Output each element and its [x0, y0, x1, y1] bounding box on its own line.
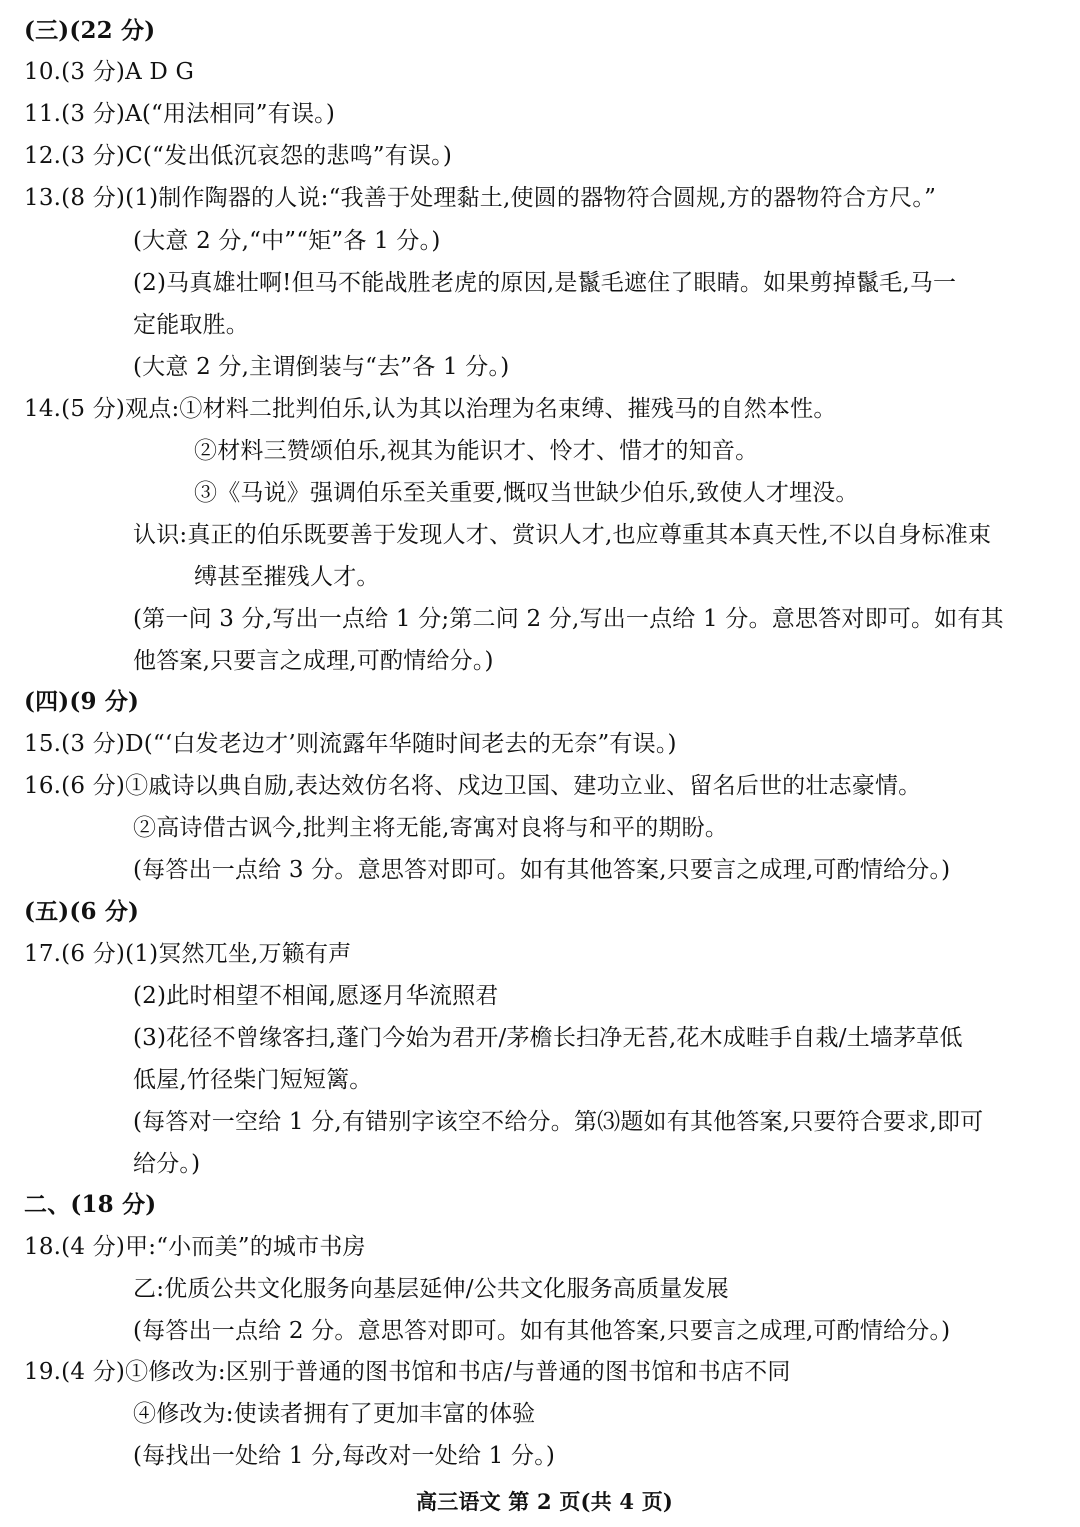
section-heading-5: (五)(6 分) — [24, 898, 140, 925]
answer-17-scoring-cont: 给分。) — [133, 1151, 201, 1177]
answer-17-scoring: (每答对一空给 1 分,有错别字该空不给分。第⑶题如有其他答案,只要符合要求,即可 — [133, 1109, 984, 1135]
answer-13-part-2-cont: 定能取胜。 — [133, 312, 249, 338]
answer-16-scoring: (每答出一点给 3 分。意思答对即可。如有其他答案,只要言之成理,可酌情给分。) — [133, 857, 951, 883]
answer-17-part-3: (3)花径不曾缘客扫,蓬门今始为君开/茅檐长扫净无苔,花木成畦手自栽/土墙茅草低 — [133, 1025, 963, 1051]
answer-17-part-3-cont: 低屋,竹径柴门短短篱。 — [133, 1067, 373, 1093]
answer-19-scoring: (每找出一处给 1 分,每改对一处给 1 分。) — [133, 1443, 556, 1469]
answer-14-view-2: ②材料三赞颂伯乐,视其为能识才、怜才、惜才的知音。 — [194, 438, 759, 464]
answer-18-scoring: (每答出一点给 2 分。意思答对即可。如有其他答案,只要言之成理,可酌情给分。) — [133, 1318, 951, 1344]
answer-13-scoring-1: (大意 2 分,“中”“矩”各 1 分。) — [133, 228, 441, 254]
section-heading-4: (四)(9 分) — [24, 688, 140, 715]
section-heading-3: (三)(22 分) — [24, 17, 156, 44]
answer-10: 10.(3 分)A D G — [24, 59, 195, 85]
answer-12: 12.(3 分)C(“发出低沉哀怨的悲鸣”有误。) — [24, 143, 453, 169]
answer-18-yi: 乙:优质公共文化服务向基层延伸/公共文化服务高质量发展 — [133, 1276, 729, 1302]
answer-11: 11.(3 分)A(“用法相同”有误。) — [24, 101, 336, 127]
answer-13-part-1: 13.(8 分)(1)制作陶器的人说:“我善于处理黏土,使圆的器物符合圆规,方的器物符合方尺。” — [24, 185, 937, 211]
answer-13-part-2: (2)马真雄壮啊!但马不能战胜老虎的原因,是鬣毛遮住了眼睛。如果剪掉鬣毛,马一 — [133, 270, 957, 296]
answer-18-jia: 18.(4 分)甲:“小而美”的城市书房 — [24, 1234, 366, 1260]
answer-16-point-1: 16.(6 分)①戚诗以典自励,表达效仿名将、戍边卫国、建功立业、留名后世的壮志豪情。 — [24, 773, 922, 799]
answer-13-scoring-2: (大意 2 分,主谓倒装与“去”各 1 分。) — [133, 354, 510, 380]
answer-14-scoring-cont: 他答案,只要言之成理,可酌情给分。) — [133, 648, 494, 674]
answer-17-part-1: 17.(6 分)(1)冥然兀坐,万籁有声 — [24, 941, 352, 967]
answer-14-understanding: 认识:真正的伯乐既要善于发现人才、赏识人才,也应尊重其本真天性,不以自身标准束 — [133, 522, 992, 548]
section-heading-part-2: 二、(18 分) — [24, 1191, 157, 1218]
answer-14-scoring: (第一问 3 分,写出一点给 1 分;第二问 2 分,写出一点给 1 分。意思答对即可。如有其 — [133, 606, 1004, 632]
answer-14-view-1: 14.(5 分)观点:①材料二批判伯乐,认为其以治理为名束缚、摧残马的自然本性。 — [24, 396, 837, 422]
answer-14-view-3: ③《马说》强调伯乐至关重要,慨叹当世缺少伯乐,致使人才埋没。 — [194, 480, 859, 506]
answer-15: 15.(3 分)D(“‘白发老边才’则流露年华随时间老去的无奈”有误。) — [24, 731, 677, 757]
answer-19-fix-1: 19.(4 分)①修改为:区别于普通的图书馆和书店/与普通的图书馆和书店不同 — [24, 1359, 791, 1385]
answer-16-point-2: ②高诗借古讽今,批判主将无能,寄寓对良将与和平的期盼。 — [133, 815, 729, 841]
page-footer: 高三语文 第 2 页(共 4 页) — [416, 1489, 674, 1514]
answer-14-understanding-cont: 缚甚至摧残人才。 — [194, 564, 380, 590]
answer-17-part-2: (2)此时相望不相闻,愿逐月华流照君 — [133, 983, 499, 1009]
answer-19-fix-4: ④修改为:使读者拥有了更加丰富的体验 — [133, 1401, 536, 1427]
